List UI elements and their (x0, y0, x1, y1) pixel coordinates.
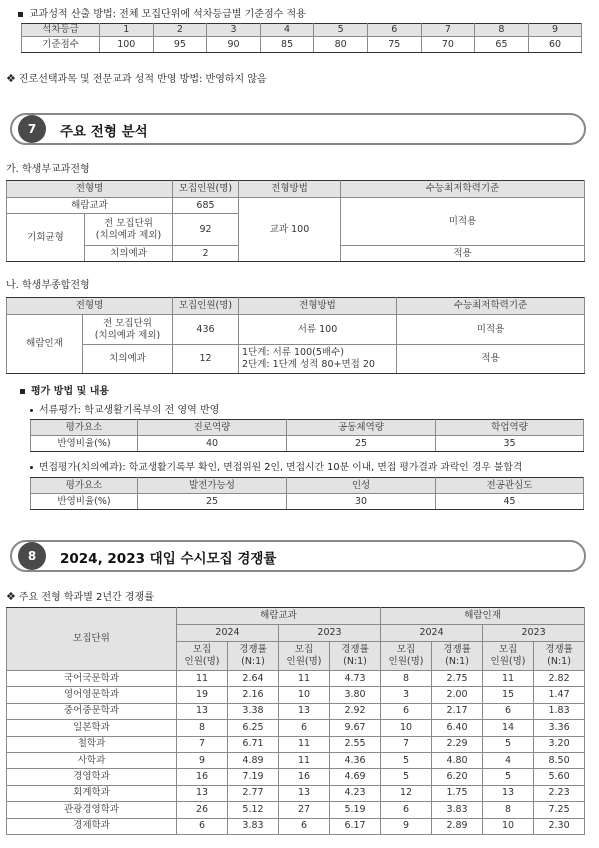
table-row (7, 769, 585, 785)
grade-header: 6 (367, 24, 421, 37)
ratio-cell: 25 (138, 494, 287, 510)
col-header: 수능최저학력기준 (341, 181, 585, 198)
score-cell: 85 (260, 37, 314, 53)
score-cell: 60 (528, 37, 582, 53)
row-name: 해람교과 (7, 198, 173, 214)
group-header: 해람교과 (177, 608, 381, 625)
score-cell: 70 (421, 37, 475, 53)
grade-header: 8 (475, 24, 529, 37)
subheading-gyogwa: 가. 학생부교과전형 (6, 164, 90, 175)
grade-header: 1 (100, 24, 154, 37)
eval-heading: 평가 방법 및 내용 (20, 382, 109, 397)
rate-cell: 3.38 (228, 703, 279, 719)
col-header: 전형방법 (239, 298, 397, 315)
rate-cell: 5.19 (330, 802, 381, 818)
jonghap-table (6, 297, 585, 374)
count-cell: 6 (177, 818, 228, 834)
rate-cell: 3.36 (534, 720, 585, 736)
count-cell: 6 (279, 818, 330, 834)
dept-name-cell: 관광경영학과 (7, 802, 177, 818)
rate-cell: 4.73 (330, 671, 381, 687)
rate-header: 경쟁률 (N:1) (228, 642, 279, 671)
square-bullet-icon (20, 389, 25, 394)
col-header: 전형방법 (239, 181, 341, 198)
section-8-number: 8 (18, 542, 46, 570)
year-header: 2023 (279, 625, 381, 642)
grade-header: 3 (207, 24, 261, 37)
score-cell: 75 (367, 37, 421, 53)
count-cell: 13 (279, 703, 330, 719)
table-row (7, 720, 585, 736)
rate-cell: 3.80 (330, 687, 381, 703)
rate-cell: 6.17 (330, 818, 381, 834)
count-cell: 6 (381, 703, 432, 719)
rate-cell: 4.89 (228, 752, 279, 768)
year-header: 2024 (177, 625, 279, 642)
rate-header: 경쟁률 (N:1) (330, 642, 381, 671)
count-cell: 5 (483, 769, 534, 785)
col-header: 수능최저학력기준 (397, 298, 585, 315)
rate-cell: 6.20 (432, 769, 483, 785)
rate-cell: 6.40 (432, 720, 483, 736)
col-header: 평가요소 (31, 478, 138, 494)
dept-name-cell: 사학과 (7, 752, 177, 768)
section-8-title: 2024, 2023 대입 수시모집 경쟁률 (60, 551, 277, 567)
col-header: 학업역량 (436, 420, 584, 436)
col-header: 발전가능성 (138, 478, 287, 494)
count-cell: 5 (381, 769, 432, 785)
count-cell: 9 (177, 752, 228, 768)
grade-header: 4 (260, 24, 314, 37)
subheading-jonghap: 나. 학생부종합전형 (6, 280, 90, 291)
csat-cell: 미적용 (397, 315, 585, 345)
count-cell: 11 (279, 752, 330, 768)
ratio-cell: 반영비율(%) (31, 436, 138, 452)
rate-cell: 5.12 (228, 802, 279, 818)
ratio-cell: 45 (436, 494, 584, 510)
grade-score-table (21, 23, 582, 53)
row-count: 685 (173, 198, 239, 214)
dept-name-cell: 중어중문학과 (7, 703, 177, 719)
grade-header: 5 (314, 24, 368, 37)
competition-table (6, 607, 585, 835)
count-cell: 5 (483, 736, 534, 752)
rate-cell: 3.83 (432, 802, 483, 818)
rate-cell: 2.23 (534, 785, 585, 801)
ratio-cell: 반영비율(%) (31, 494, 138, 510)
rate-cell: 9.67 (330, 720, 381, 736)
gyogwa-table (6, 180, 585, 262)
count-cell: 6 (483, 703, 534, 719)
rate-cell: 3.20 (534, 736, 585, 752)
rate-cell: 2.29 (432, 736, 483, 752)
row-subunit: 치의예과 (85, 246, 173, 262)
dept-name-cell: 경영학과 (7, 769, 177, 785)
rate-cell: 2.77 (228, 785, 279, 801)
rate-cell: 8.50 (534, 752, 585, 768)
rate-cell: 3.83 (228, 818, 279, 834)
rate-cell: 1.83 (534, 703, 585, 719)
col-header: 모집인원(명) (173, 298, 239, 315)
count-cell: 7 (177, 736, 228, 752)
rate-cell: 7.25 (534, 802, 585, 818)
rate-cell: 6.25 (228, 720, 279, 736)
ratio-cell: 35 (436, 436, 584, 452)
table-row (7, 703, 585, 719)
table-row (7, 671, 585, 687)
rate-cell: 4.80 (432, 752, 483, 768)
rate-cell: 4.69 (330, 769, 381, 785)
count-cell: 16 (177, 769, 228, 785)
method-cell: 교과 100 (239, 198, 341, 262)
count-cell: 13 (483, 785, 534, 801)
row-name: 해람인재 (7, 315, 83, 374)
count-cell: 15 (483, 687, 534, 703)
col-header: 공동체역량 (287, 420, 436, 436)
rate-cell: 2.00 (432, 687, 483, 703)
arrow-icon: ❖ (6, 590, 16, 603)
csat-cell: 적용 (397, 345, 585, 374)
count-header: 모집 인원(명) (381, 642, 432, 671)
row-subunit: 전 모집단위 (치의예과 제외) (85, 214, 173, 246)
bullet-dot-icon (30, 466, 33, 469)
doc-eval-table (30, 419, 584, 452)
rate-cell: 1.75 (432, 785, 483, 801)
group-header: 해람인재 (381, 608, 585, 625)
square-bullet-icon (18, 12, 23, 17)
dept-name-cell: 경제학과 (7, 818, 177, 834)
count-cell: 8 (177, 720, 228, 736)
rate-cell: 4.36 (330, 752, 381, 768)
count-cell: 7 (381, 736, 432, 752)
count-cell: 13 (279, 785, 330, 801)
count-cell: 10 (279, 687, 330, 703)
row-count: 92 (173, 214, 239, 246)
count-cell: 3 (381, 687, 432, 703)
grade-header: 2 (153, 24, 207, 37)
score-cell: 100 (100, 37, 154, 53)
col-header: 전공관심도 (436, 478, 584, 494)
col-header: 전형명 (7, 181, 173, 198)
arrow-icon: ❖ (6, 72, 16, 85)
csat-cell: 미적용 (341, 198, 585, 246)
year-header: 2023 (483, 625, 585, 642)
row-count: 2 (173, 246, 239, 262)
table-row (7, 736, 585, 752)
elective-note: ❖ 진로선택과목 및 전문교과 성적 반영 방법: 반영하지 않음 (6, 72, 267, 85)
competition-subtitle: ❖ 주요 전형 학과별 2년간 경쟁률 (6, 590, 154, 603)
rate-header: 경쟁률 (N:1) (432, 642, 483, 671)
grading-bullet: 교과성적 산출 방법: 전체 모집단위에 석차등급별 기준점수 적용 (18, 5, 306, 20)
count-cell: 6 (381, 802, 432, 818)
grade-header: 9 (528, 24, 582, 37)
competition-rows (7, 671, 585, 835)
rate-cell: 2.64 (228, 671, 279, 687)
csat-cell: 적용 (341, 246, 585, 262)
col-header: 진로역량 (138, 420, 287, 436)
score-cell: 65 (475, 37, 529, 53)
rate-cell: 7.19 (228, 769, 279, 785)
col-header: 평가요소 (31, 420, 138, 436)
row-name: 기회균형 (7, 214, 85, 262)
score-cell: 95 (153, 37, 207, 53)
ratio-cell: 40 (138, 436, 287, 452)
dept-name-cell: 국어국문학과 (7, 671, 177, 687)
rate-cell: 6.71 (228, 736, 279, 752)
count-cell: 16 (279, 769, 330, 785)
dept-name-cell: 철학과 (7, 736, 177, 752)
doc-eval-line: 서류평가: 학교생활기록부의 전 영역 반영 (30, 401, 219, 416)
count-cell: 8 (381, 671, 432, 687)
dept-name-cell: 일본학과 (7, 720, 177, 736)
rate-cell: 2.92 (330, 703, 381, 719)
rate-cell: 2.16 (228, 687, 279, 703)
score-cell: 90 (207, 37, 261, 53)
count-header: 모집 인원(명) (177, 642, 228, 671)
rate-cell: 2.30 (534, 818, 585, 834)
count-cell: 13 (177, 785, 228, 801)
count-cell: 10 (483, 818, 534, 834)
row-subunit: 치의예과 (83, 345, 173, 374)
count-cell: 11 (177, 671, 228, 687)
row-subunit: 전 모집단위 (치의예과 제외) (83, 315, 173, 345)
count-cell: 12 (381, 785, 432, 801)
count-cell: 11 (483, 671, 534, 687)
rate-cell: 1.47 (534, 687, 585, 703)
bullet-dot-icon (30, 409, 33, 412)
rate-cell: 2.75 (432, 671, 483, 687)
ratio-cell: 30 (287, 494, 436, 510)
table-row (7, 687, 585, 703)
count-cell: 11 (279, 736, 330, 752)
count-cell: 19 (177, 687, 228, 703)
dept-name-cell: 영어영문학과 (7, 687, 177, 703)
count-header: 모집 인원(명) (279, 642, 330, 671)
count-cell: 13 (177, 703, 228, 719)
interview-eval-line: 면접평가(치의예과): 학교생활기록부 확인, 면접위원 2인, 면접시간 10분 이내, 면접 평가결과 과락인 경우 불합격 (30, 459, 522, 473)
grade-header: 7 (421, 24, 475, 37)
score-cell: 기준점수 (22, 37, 100, 53)
rate-cell: 2.89 (432, 818, 483, 834)
count-cell: 14 (483, 720, 534, 736)
col-header: 모집인원(명) (173, 181, 239, 198)
table-row (7, 802, 585, 818)
count-cell: 4 (483, 752, 534, 768)
rate-cell: 2.55 (330, 736, 381, 752)
method-cell: 서류 100 (239, 315, 397, 345)
rate-cell: 2.17 (432, 703, 483, 719)
count-cell: 10 (381, 720, 432, 736)
col-header: 인성 (287, 478, 436, 494)
col-header: 전형명 (7, 298, 173, 315)
year-header: 2024 (381, 625, 483, 642)
section-7-title: 주요 전형 분석 (60, 124, 148, 140)
rate-cell: 2.82 (534, 671, 585, 687)
interview-eval-table (30, 477, 584, 510)
count-cell: 26 (177, 802, 228, 818)
count-header: 모집 인원(명) (483, 642, 534, 671)
count-cell: 27 (279, 802, 330, 818)
grade-header: 석차등급 (22, 24, 100, 37)
score-cell: 80 (314, 37, 368, 53)
count-cell: 6 (279, 720, 330, 736)
count-cell: 8 (483, 802, 534, 818)
table-row (7, 752, 585, 768)
table-row (7, 818, 585, 834)
count-cell: 5 (381, 752, 432, 768)
row-count: 12 (173, 345, 239, 374)
rate-cell: 5.60 (534, 769, 585, 785)
section-7-number: 7 (18, 115, 46, 143)
rate-cell: 4.23 (330, 785, 381, 801)
table-row (7, 785, 585, 801)
count-cell: 9 (381, 818, 432, 834)
count-cell: 11 (279, 671, 330, 687)
rate-header: 경쟁률 (N:1) (534, 642, 585, 671)
row-count: 436 (173, 315, 239, 345)
ratio-cell: 25 (287, 436, 436, 452)
dept-name-cell: 회계학과 (7, 785, 177, 801)
method-cell: 1단계: 서류 100(5배수) 2단계: 1단계 성적 80+면접 20 (239, 345, 397, 374)
unit-header: 모집단위 (7, 608, 177, 671)
